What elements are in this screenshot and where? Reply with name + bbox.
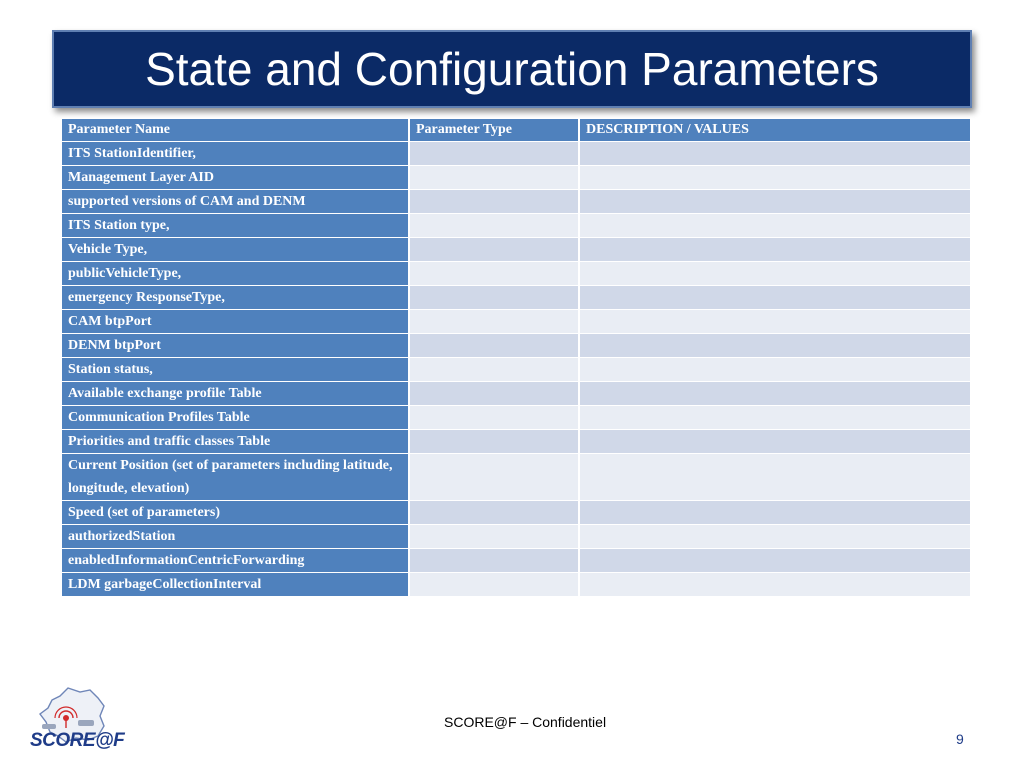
parameter-type-cell: [410, 525, 578, 548]
parameter-type-cell: [410, 286, 578, 309]
table-row: [62, 334, 970, 357]
parameter-name-cell: ITS Station type,: [62, 214, 408, 237]
parameter-type-cell: [410, 501, 578, 524]
description-cell: [580, 549, 970, 572]
parameter-type-cell: [410, 573, 578, 596]
parameter-name-cell: Station status,: [62, 358, 408, 381]
table-row: [62, 262, 970, 285]
description-cell: [580, 358, 970, 381]
parameter-type-cell: [410, 262, 578, 285]
description-cell: [580, 573, 970, 596]
header-parameter-name: Parameter Name: [62, 119, 408, 141]
parameter-name-cell: LDM garbageCollectionInterval: [62, 573, 408, 596]
description-cell: [580, 286, 970, 309]
table-row: [62, 310, 970, 333]
parameter-type-cell: [410, 549, 578, 572]
description-cell: [580, 334, 970, 357]
parameter-type-cell: [410, 406, 578, 429]
table-row: [62, 549, 970, 572]
description-cell: [580, 382, 970, 405]
parameter-name-cell: DENM btpPort: [62, 334, 408, 357]
parameter-name-cell: publicVehicleType,: [62, 262, 408, 285]
slide-title-bar: [52, 30, 972, 108]
table-row: [62, 382, 970, 405]
parameters-table: [60, 118, 972, 597]
parameter-name-cell: emergency ResponseType,: [62, 286, 408, 309]
table-row: [62, 454, 970, 500]
table-row: [62, 286, 970, 309]
table-row: [62, 166, 970, 189]
description-cell: [580, 190, 970, 213]
description-cell: [580, 406, 970, 429]
header-parameter-type: Parameter Type: [410, 119, 578, 141]
parameter-name-cell: Vehicle Type,: [62, 238, 408, 261]
table-row: [62, 142, 970, 165]
description-cell: [580, 310, 970, 333]
parameter-type-cell: [410, 430, 578, 453]
table-row: [62, 525, 970, 548]
description-cell: [580, 262, 970, 285]
parameter-type-cell: [410, 166, 578, 189]
table-row: [62, 214, 970, 237]
parameter-type-cell: [410, 454, 578, 500]
description-cell: [580, 238, 970, 261]
parameter-name-cell: authorizedStation: [62, 525, 408, 548]
parameter-type-cell: [410, 190, 578, 213]
parameter-type-cell: [410, 334, 578, 357]
parameter-name-cell: Priorities and traffic classes Table: [62, 430, 408, 453]
description-cell: [580, 501, 970, 524]
parameter-name-cell: supported versions of CAM and DENM: [62, 190, 408, 213]
table-row: [62, 238, 970, 261]
parameter-name-cell: enabledInformationCentricForwarding: [62, 549, 408, 572]
footer-confidential: SCORE@F – Confidentiel: [444, 714, 607, 730]
table-row: [62, 573, 970, 596]
parameter-name-cell: Available exchange profile Table: [62, 382, 408, 405]
parameter-type-cell: [410, 382, 578, 405]
table-row: [62, 190, 970, 213]
parameter-type-cell: [410, 142, 578, 165]
parameter-type-cell: [410, 238, 578, 261]
table-row: [62, 501, 970, 524]
parameter-name-cell: Current Position (set of parameters including latitude, longitude, elevation): [62, 454, 408, 500]
header-description-values: DESCRIPTION / VALUES: [580, 119, 970, 141]
table-row: [62, 358, 970, 381]
description-cell: [580, 454, 970, 500]
parameter-type-cell: [410, 358, 578, 381]
table-header-row: [62, 119, 970, 141]
description-cell: [580, 166, 970, 189]
parameter-name-cell: Speed (set of parameters): [62, 501, 408, 524]
parameter-name-cell: CAM btpPort: [62, 310, 408, 333]
score-at-f-logo-text: SCORE@F: [30, 730, 125, 751]
slide-title: State and Configuration Parameters: [145, 43, 879, 95]
parameter-name-cell: ITS StationIdentifier,: [62, 142, 408, 165]
description-cell: [580, 525, 970, 548]
description-cell: [580, 430, 970, 453]
parameter-name-cell: Management Layer AID: [62, 166, 408, 189]
parameter-name-cell: Communication Profiles Table: [62, 406, 408, 429]
parameter-type-cell: [410, 214, 578, 237]
table-row: [62, 430, 970, 453]
page-number: 9: [956, 731, 964, 747]
description-cell: [580, 214, 970, 237]
parameter-type-cell: [410, 310, 578, 333]
description-cell: [580, 142, 970, 165]
table-row: [62, 406, 970, 429]
